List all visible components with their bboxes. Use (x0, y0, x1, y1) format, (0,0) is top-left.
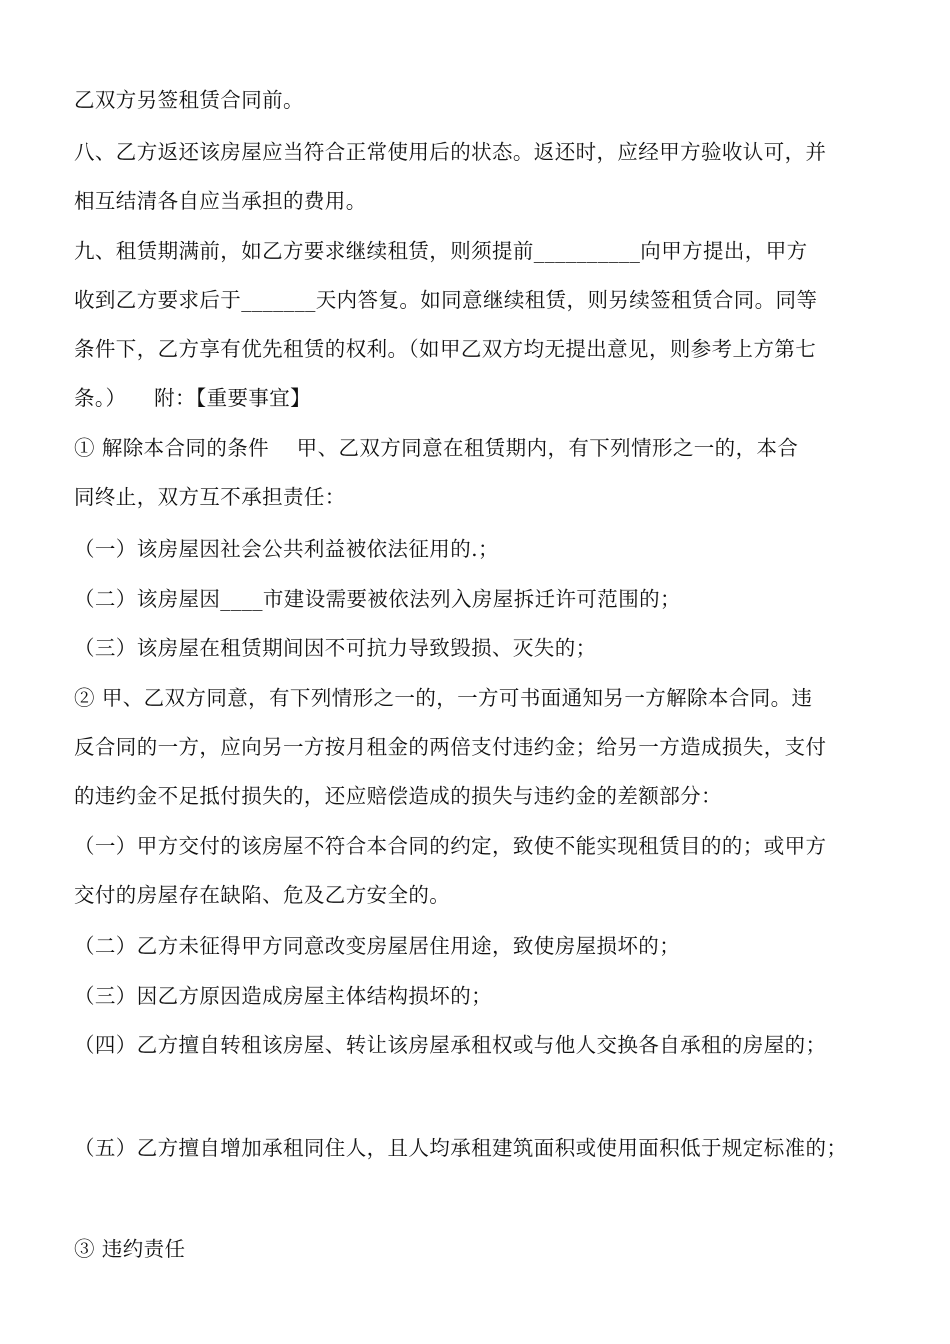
text-line: 八、乙方返还该房屋应当符合正常使用后的状态。返还时，应经甲方验收认可，并 (74, 140, 827, 164)
text-line: （二）乙方未征得甲方同意改变房屋居住用途，致使房屋损坏的； (74, 934, 681, 958)
text-line: （一）甲方交付的该房屋不符合本合同的约定，致使不能实现租赁目的的；或甲方 (74, 834, 827, 858)
text-line: ③ 违约责任 (74, 1237, 186, 1261)
text-line: ② 甲、乙双方同意，有下列情形之一的，一方可书面通知另一方解除本合同。违 (74, 686, 813, 710)
text-line: 同终止，双方互不承担责任： (74, 485, 346, 509)
text-line: 乙双方另签租赁合同前。 (74, 88, 304, 112)
text-line: 相互结清各自应当承担的费用。 (74, 189, 367, 213)
text-line: 交付的房屋存在缺陷、危及乙方安全的。 (74, 883, 451, 907)
text-line: （二）该房屋因____市建设需要被依法列入房屋拆迁许可范围的； (74, 587, 681, 611)
text-line: （四）乙方擅自转租该房屋、转让该房屋承租权或与他人交换各自承租的房屋的； (74, 1033, 827, 1057)
text-line: 条。） 附：【重要事宜】 (74, 386, 312, 410)
text-line: 收到乙方要求后于_______天内答复。如同意继续租赁，则另续签租赁合同。同等 (74, 288, 818, 312)
text-line: 九、租赁期满前，如乙方要求继续租赁，则须提前__________向甲方提出，甲方 (74, 239, 808, 263)
text-line: （一）该房屋因社会公共利益被依法征用的.； (74, 537, 499, 561)
text-line: （三）该房屋在租赁期间因不可抗力导致毁损、灭失的； (74, 636, 597, 660)
text-line: 条件下，乙方享有优先租赁的权利。（如甲乙双方均无提出意见，则参考上方第七 (74, 337, 817, 361)
text-line: 的违约金不足抵付损失的，还应赔偿造成的损失与违约金的差额部分： (74, 784, 722, 808)
text-line: （五）乙方擅自增加承租同住人，且人均承租建筑面积或使用面积低于规定标准的； (74, 1136, 848, 1160)
text-line: 反合同的一方，应向另一方按月租金的两倍支付违约金；给另一方造成损失，支付 (74, 735, 827, 759)
text-line: ① 解除本合同的条件 甲、乙双方同意在租赁期内，有下列情形之一的，本合 (74, 436, 799, 460)
text-line: （三）因乙方原因造成房屋主体结构损坏的； (74, 984, 492, 1008)
